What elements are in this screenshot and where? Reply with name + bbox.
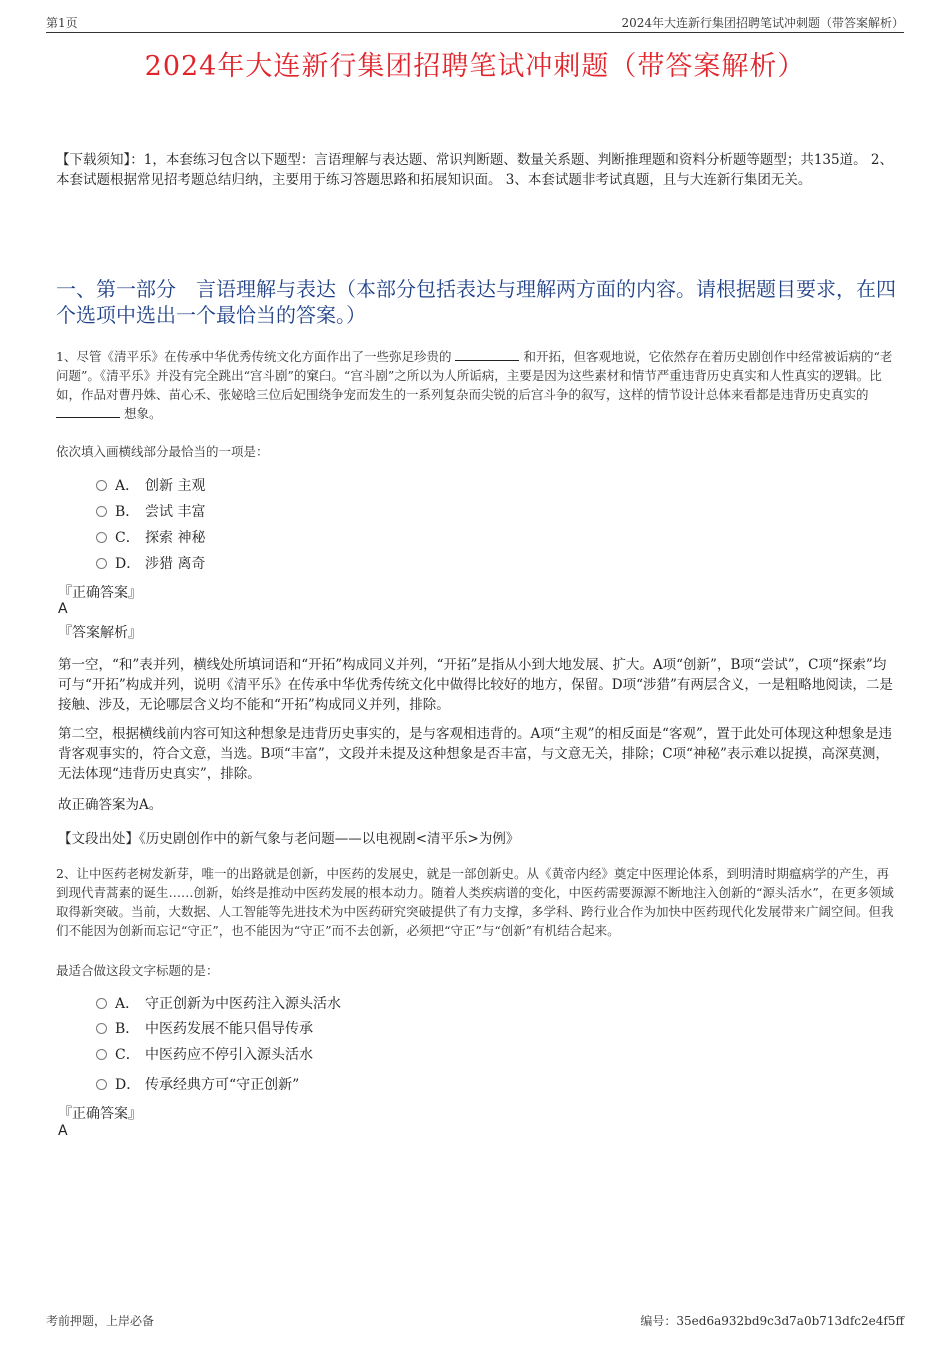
- option-text: 尝试 丰富: [145, 504, 206, 520]
- option-letter: B．: [115, 504, 140, 520]
- question-1-analysis-para-1: 第一空，“和”表并列，横线处所填词语和“开拓”构成同义并列，“开拓”是指从小到大地发展、扩大。A项“创新”，B项“尝试”，C项“探索”均可与“开拓”构成并列，说明《清平乐》在传承中华优秀传统文化中做得比较好的地方，保留。D项“涉猎”有两层含义，一是粗略地阅读，二是接触、涉及，无论哪层含义均不能和“开拓”构成同义并列，排除。: [58, 657, 893, 713]
- question-1-answer-label: 『正确答案』: [58, 585, 142, 601]
- radio-icon[interactable]: [96, 480, 107, 491]
- header-doc-title: 2024年大连新行集团招聘笔试冲刺题（带答案解析）: [621, 16, 904, 30]
- option-text: 中医药应不停引入源头活水: [145, 1047, 313, 1063]
- radio-icon[interactable]: [96, 1079, 107, 1090]
- question-2-prompt: 最适合做这段文字标题的是：: [56, 963, 219, 978]
- document-id: 编号：35ed6a932bd9c3d7a0b713dfc2e4f5ff: [640, 1314, 904, 1328]
- option-letter: A．: [115, 996, 140, 1012]
- page-number: 第1页: [46, 16, 78, 30]
- radio-icon[interactable]: [96, 532, 107, 543]
- option-text: 涉猎 离奇: [145, 556, 206, 572]
- question-2-text: 2、让中医药老树发新芽，唯一的出路就是创新，中医药的发展史，就是一部创新史。从《黄帝内经》奠定中医理论体系，到明清时期瘟病学的产生，再到现代青蒿素的诞生……创新，始终是推动中医药发展的根本动力。随着人类疾病谱的变化，中医药需要源源不断地注入创新的“源头活水”，在更多领域取得新突破。当前，大数据、人工智能等先进技术为中医药研究突破提供了有力支撑，多学科、跨行业合作为加快中医药现代化发展带来广阔空间。但我们不能因为创新而忘记“守正”，也不能因为“守正”而不去创新，必须把“守正”与“创新”有机结合起来。: [56, 866, 894, 938]
- page-header: [46, 14, 904, 33]
- question-1-text-part3: 想象。: [123, 406, 162, 421]
- option-text: 中医药发展不能只倡导传承: [145, 1021, 313, 1037]
- radio-icon[interactable]: [96, 506, 107, 517]
- question-1-text: [56, 347, 894, 423]
- option-letter: C．: [115, 1047, 140, 1063]
- question-1-text-part2: 和开拓，但客观地说，它依然存在着历史剧创作中经常被诟病的“老问题”。《清平乐》并没有完全跳出“宫斗剧”的窠臼。“宫斗剧”之所以为人所诟病，主要是因为这些素材和情节严重违背历史真实和人性真实的逻辑。比如，作品对曹丹姝、苗心禾、张妼晗三位后妃围绕争宠而发生的一系列复杂而尖锐的后宫斗争的叙写，这样的情节设计总体来看都是违背历史真实的: [56, 349, 893, 402]
- question-1-conclusion: 故正确答案为A。: [58, 797, 163, 813]
- question-2-option-b[interactable]: [96, 1019, 313, 1039]
- question-1-prompt: 依次填入画横线部分最恰当的一项是：: [56, 444, 269, 459]
- fill-blank-2: [56, 405, 120, 418]
- question-1-option-a[interactable]: [96, 476, 205, 496]
- question-1-analysis-label: 『答案解析』: [58, 625, 142, 641]
- question-1-option-d[interactable]: [96, 554, 205, 574]
- footer-slogan: 考前押题，上岸必备: [46, 1314, 155, 1328]
- document-title: 2024年大连新行集团招聘笔试冲刺题（带答案解析）: [144, 51, 806, 82]
- radio-icon[interactable]: [96, 1049, 107, 1060]
- question-2-option-c[interactable]: [96, 1045, 313, 1065]
- option-letter: D．: [115, 556, 141, 572]
- radio-icon[interactable]: [96, 558, 107, 569]
- option-text: 守正创新为中医药注入源头活水: [145, 996, 341, 1012]
- question-2-answer: A: [58, 1123, 68, 1139]
- radio-icon[interactable]: [96, 1023, 107, 1034]
- section-heading: 一、第一部分 言语理解与表达（本部分包括表达与理解两方面的内容。请根据题目要求，在四个选项中选出一个最恰当的答案。）: [56, 277, 896, 327]
- question-1-answer: A: [58, 601, 68, 617]
- option-text: 传承经典方可“守正创新”: [145, 1077, 300, 1093]
- option-text: 创新 主观: [145, 478, 206, 494]
- download-notice: 【下载须知】：1，本套练习包含以下题型：言语理解与表达题、常识判断题、数量关系题、判断推理题和资料分析题等题型；共135道。 2、本套试题根据常见招考题总结归纳，主要用于练习答题思路和拓展知识面。 3、本套试题非考试真题，且与大连新行集团无关。: [56, 152, 893, 188]
- question-1-option-b[interactable]: [96, 502, 205, 522]
- radio-icon[interactable]: [96, 998, 107, 1009]
- option-letter: C．: [115, 530, 140, 546]
- question-1-text-part1: 1、尽管《清平乐》在传承中华优秀传统文化方面作出了一些弥足珍贵的: [56, 349, 452, 364]
- fill-blank-1: [455, 348, 519, 361]
- question-1-analysis-para-2: 第二空，根据横线前内容可知这种想象是违背历史事实的，是与客观相违背的。A项“主观”的相反面是“客观”，置于此处可体现这种想象是违背客观事实的，符合文意，当选。B项“丰富”，文段并未提及这种想象是否丰富，与文意无关，排除；C项“神秘”表示难以捉摸，高深莫测，无法体现“违背历史真实”，排除。: [58, 726, 892, 782]
- question-1-source: 【文段出处】《历史剧创作中的新气象与老问题——以电视剧<清平乐>为例》: [58, 831, 520, 847]
- option-letter: D．: [115, 1077, 141, 1093]
- option-letter: A．: [115, 478, 140, 494]
- question-1-option-c[interactable]: [96, 528, 205, 548]
- question-2-option-d[interactable]: [96, 1075, 299, 1095]
- question-2-answer-label: 『正确答案』: [58, 1106, 142, 1122]
- option-letter: B．: [115, 1021, 140, 1037]
- option-text: 探索 神秘: [145, 530, 206, 546]
- question-2-option-a[interactable]: [96, 994, 341, 1014]
